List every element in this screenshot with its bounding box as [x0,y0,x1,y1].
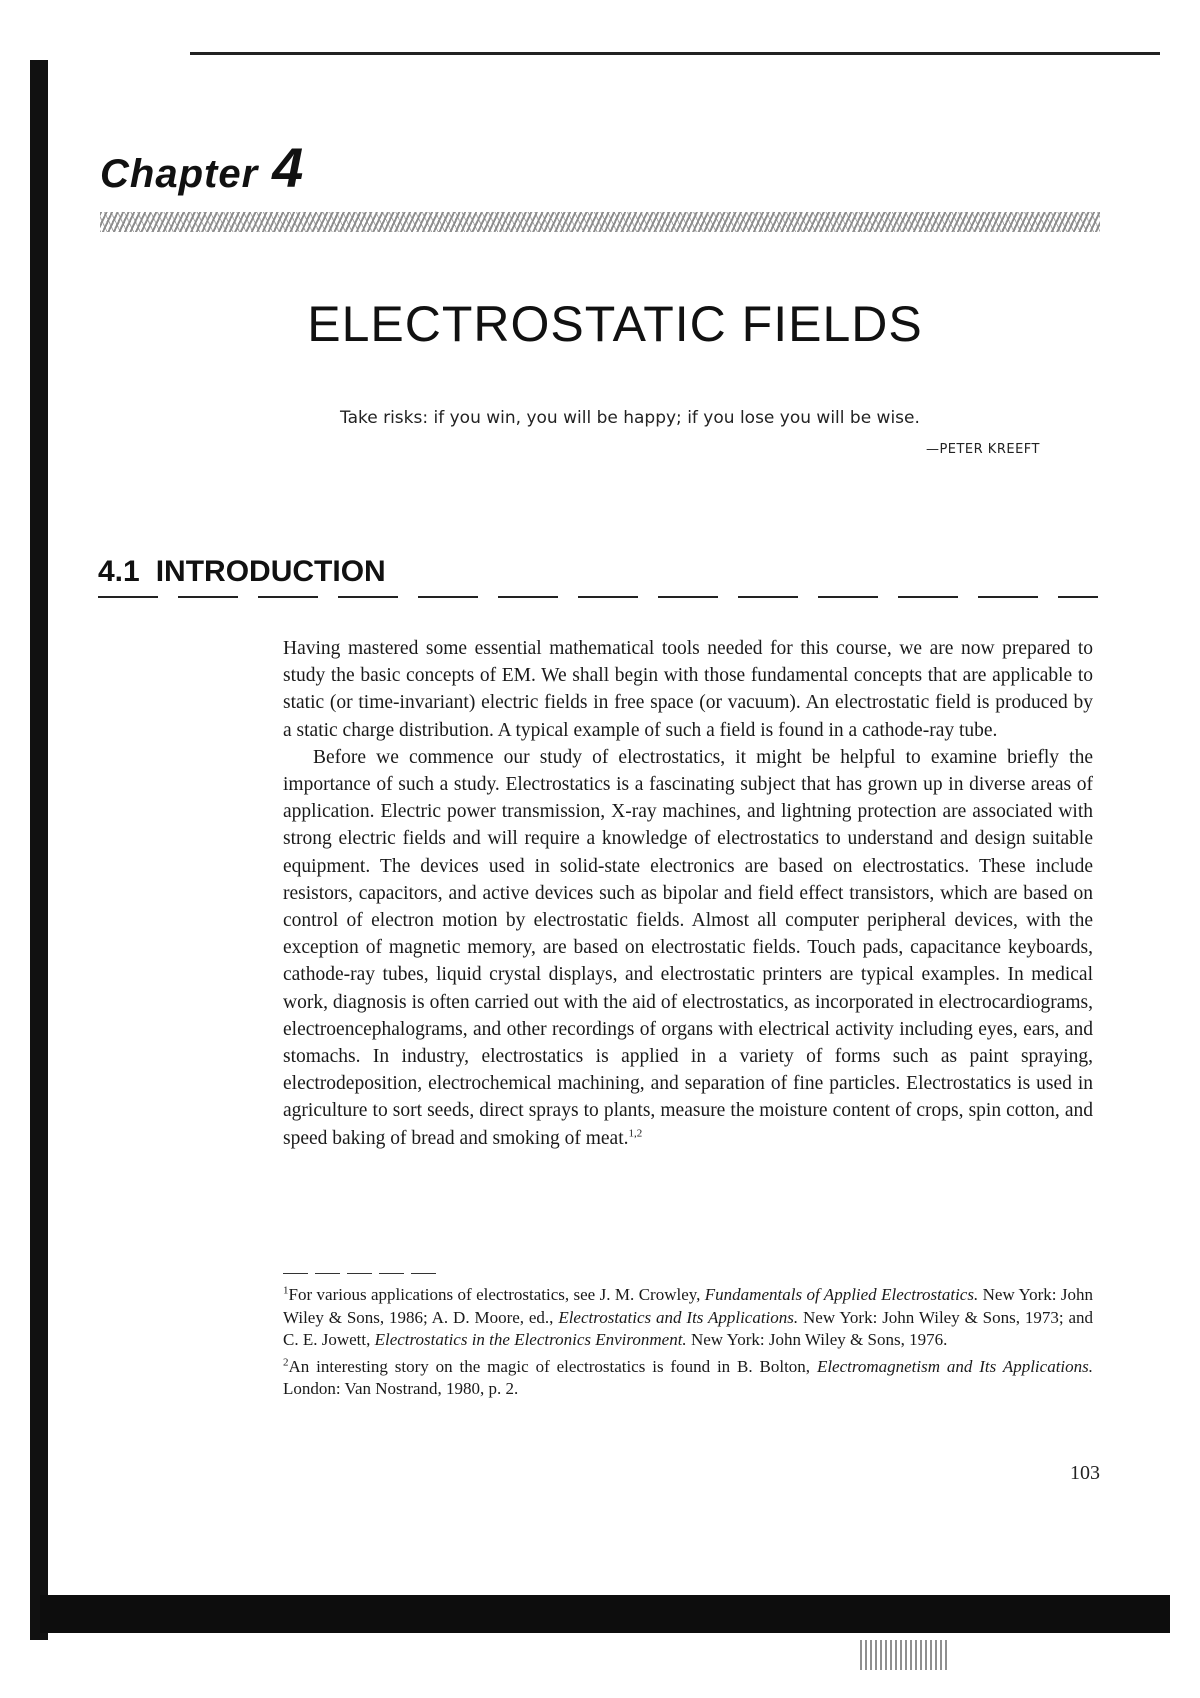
body-paragraph-2-text: Before we commence our study of electrostatics, it might be helpful to examine briefly the importance of such a study. Electrostatics is a fascinating subject that has grown up in diverse areas of application. Electric power transmission, X-ray machines, and lightning protection are associated with strong electric fields and will require a knowledge of electrostatics to understand and design suitable equipment. The devices used in solid-state electronics are based on electrostatics. These include resistors, capacitors, and active devices such as bipolar and field effect transistors, which are based on control of electron motion by electrostatic fields. Almost all computer peripheral devices, with the exception of magnetic memory, are based on electrostatic fields. Touch pads, capacitance keyboards, cathode-ray tubes, liquid crystal displays, and electrostatic printers are typical examples. In medical work, diagnosis is often carried out with the aid of electrostatics, as incorporated in electrocardiograms, electroencephalograms, and other recordings of organs with electrical activity including eyes, ears, and stomachs. In industry, electrostatics is applied in a variety of forms such as paint spraying, electrodeposition, electrochemical machining, and separation of fine particles. Electrostatics is used in agriculture to sort seeds, direct sprays to plants, measure the moisture content of crops, spin cotton, and speed baking of bread and smoking of meat. [283,746,1093,1149]
footnote-citation-title: Electromagnetism and Its Applications. [816,1356,1094,1376]
footnote-text: New York: John Wiley & Sons, 1986; A. D. Moore, ed., [283,1285,1093,1327]
chapter-decorative-band [100,212,1100,232]
footnote-2 [283,1356,1093,1401]
footnote-1 [283,1284,1093,1352]
footnote-text: New York: John Wiley & Sons, 1976. [686,1330,948,1349]
page-number: 103 [1070,1462,1100,1484]
section-rule [98,596,1098,598]
footnotes [283,1284,1093,1405]
epigraph-author: —PETER KREEFT [925,442,1040,457]
chapter-label: Chapter [100,152,259,196]
footnote-text: An interesting story on the magic of electrostatics is found in B. Bolton, [288,1356,817,1376]
footnote-text: London: Van Nostrand, 1980, p. 2. [283,1379,519,1398]
chapter-heading [100,135,304,200]
scan-top-rule [190,52,1160,55]
footnote-citation-title: Fundamentals of Applied Electrostatics. [704,1285,979,1304]
scan-corner-noise [860,1640,950,1670]
footnote-citation-title: Electrostatics in the Electronics Environment. [374,1330,687,1349]
chapter-title: ELECTROSTATIC FIELDS [307,296,923,352]
section-heading [98,555,386,589]
footnote-text: New York: John Wiley & Sons, 1973; and C. E. Jowett, [283,1307,1094,1349]
body-text [283,635,1093,1152]
section-title: INTRODUCTION [155,555,386,588]
footnote-reference: 1,2 [628,1127,643,1140]
footnote-separator [283,1273,443,1274]
footnote-mark: 2 [283,1355,289,1368]
scan-bottom-bar [40,1595,1170,1633]
section-number: 4.1 [98,555,140,588]
epigraph-quote: Take risks: if you win, you will be happy; if you lose you will be wise. [340,408,920,428]
footnote-citation-title: Electrostatics and Its Applications. [558,1307,799,1327]
body-paragraph-1: Having mastered some essential mathematical tools needed for this course, we are now prepared to study the basic concepts of EM. We shall begin with those fundamental concepts that are applicable to static (or time-invariant) electric fields in free space (or vacuum). An electrostatic field is produced by a static charge distribution. A typical example of such a field is found in a cathode-ray tube. [283,638,1093,741]
footnote-mark: 1 [283,1284,289,1297]
body-paragraph-2 [283,744,1093,1152]
chapter-number: 4 [272,136,305,199]
footnote-text: For various applications of electrostatics, see J. M. Crowley, [288,1285,705,1304]
